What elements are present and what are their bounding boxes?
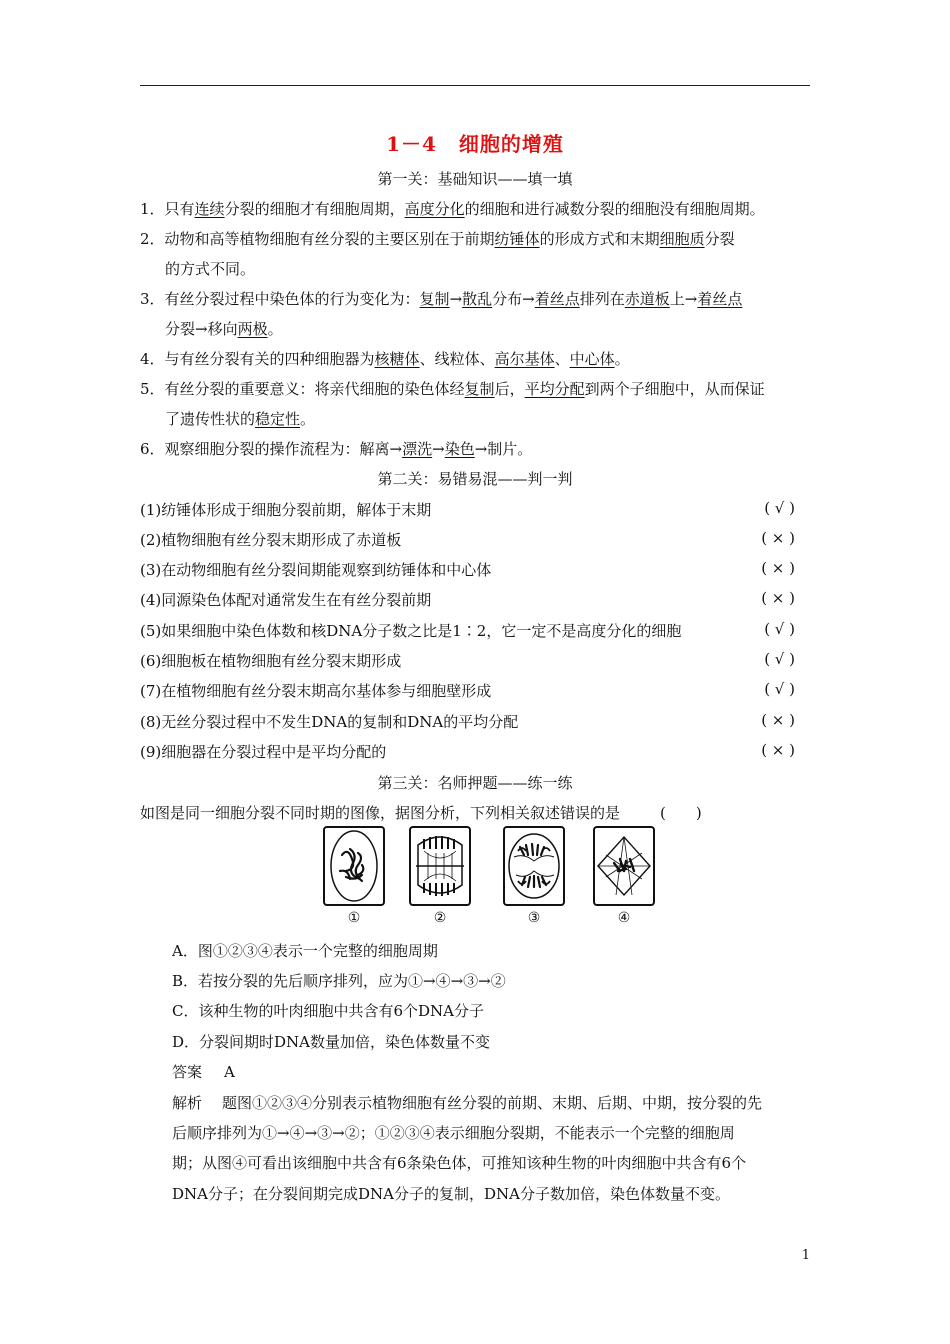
cell-image-4 (592, 825, 656, 907)
answer-line: 答案 A (172, 1063, 235, 1081)
analysis-line-4: DNA分子；在分裂间期完成DNA分子的复制，DNA分子数加倍，染色体数量不变。 (172, 1185, 730, 1203)
figure-label-2: ② (433, 910, 447, 926)
cell-division-figure (322, 825, 662, 925)
option-c: C．该种生物的叶肉细胞中共含有6个DNA分子 (172, 1002, 485, 1020)
judge-mark: ( √ ) (764, 650, 795, 668)
basic-item-6: 6．观察细胞分裂的操作流程为：解离→漂洗→染色→制片。 (140, 440, 533, 458)
judge-mark: ( × ) (761, 589, 795, 607)
basic-item-2-cont: 的方式不同。 (165, 260, 256, 278)
answer-blank: ( ) (660, 804, 702, 822)
basic-item-3: 3．有丝分裂过程中染色体的行为变化为：复制→散乱分布→着丝点排列在赤道板上→着丝点 (140, 290, 743, 308)
judge-mark: ( × ) (761, 711, 795, 729)
option-d: D．分裂间期时DNA数量加倍，染色体数量不变 (172, 1033, 491, 1051)
judge-mark: ( × ) (761, 559, 795, 577)
figure-label-1: ① (347, 910, 361, 926)
cell-image-1 (322, 825, 386, 907)
analysis-line-3: 期；从图④可看出该细胞中共含有6条染色体，可推知该种生物的叶肉细胞中共含有6个 (172, 1154, 747, 1172)
section-3-heading: 第三关：名师押题——练一练 (377, 774, 573, 792)
section-1-heading: 第一关：基础知识——填一填 (377, 170, 573, 188)
page-title (0, 128, 950, 157)
figure-label-3: ③ (527, 910, 541, 926)
basic-item-5: 5．有丝分裂的重要意义：将亲代细胞的染色体经复制后，平均分配到两个子细胞中，从而保证 (140, 380, 765, 398)
option-a: A．图①②③④表示一个完整的细胞周期 (172, 942, 438, 960)
section-2-heading: 第二关：易错易混——判一判 (377, 470, 573, 488)
judge-mark: ( × ) (761, 529, 795, 547)
answer-value: A (224, 1063, 235, 1081)
basic-item-5-cont: 了遗传性状的稳定性。 (165, 410, 316, 428)
basic-item-4: 4．与有丝分裂有关的四种细胞器为核糖体、线粒体、高尔基体、中心体。 (140, 350, 630, 368)
title-text: 细胞的增殖 (458, 132, 564, 156)
cell-image-3 (502, 825, 566, 907)
judge-mark: ( √ ) (764, 620, 795, 638)
page-number: 1 (801, 1248, 810, 1263)
basic-item-1: 1．只有连续分裂的细胞才有细胞周期，高度分化的细胞和进行减数分裂的细胞没有细胞周期。 (140, 200, 765, 218)
figure-label-4: ④ (617, 910, 631, 926)
judge-mark: ( √ ) (764, 499, 795, 517)
basic-item-2: 2．动物和高等植物细胞有丝分裂的主要区别在于前期纺锤体的形成方式和末期细胞质分裂 (140, 230, 735, 248)
title-number: 1－4 (386, 132, 437, 156)
judge-mark: ( √ ) (764, 680, 795, 698)
analysis-line-1: 解析 题图①②③④分别表示植物细胞有丝分裂的前期、末期、后期、中期，按分裂的先 (172, 1094, 763, 1112)
basic-item-3-cont: 分裂→移向两极。 (165, 320, 283, 338)
analysis-line-2: 后顺序排列为①→④→③→②；①②③④表示细胞分裂期，不能表示一个完整的细胞周 (172, 1124, 735, 1142)
cell-image-2 (408, 825, 472, 907)
judge-mark: ( × ) (761, 741, 795, 759)
option-b: B．若按分裂的先后顺序排列，应为①→④→③→② (172, 972, 506, 990)
header-rule (140, 85, 810, 86)
question-stem: 如图是同一细胞分裂不同时期的图像，据图分析，下列相关叙述错误的是 ( ) (140, 804, 702, 822)
